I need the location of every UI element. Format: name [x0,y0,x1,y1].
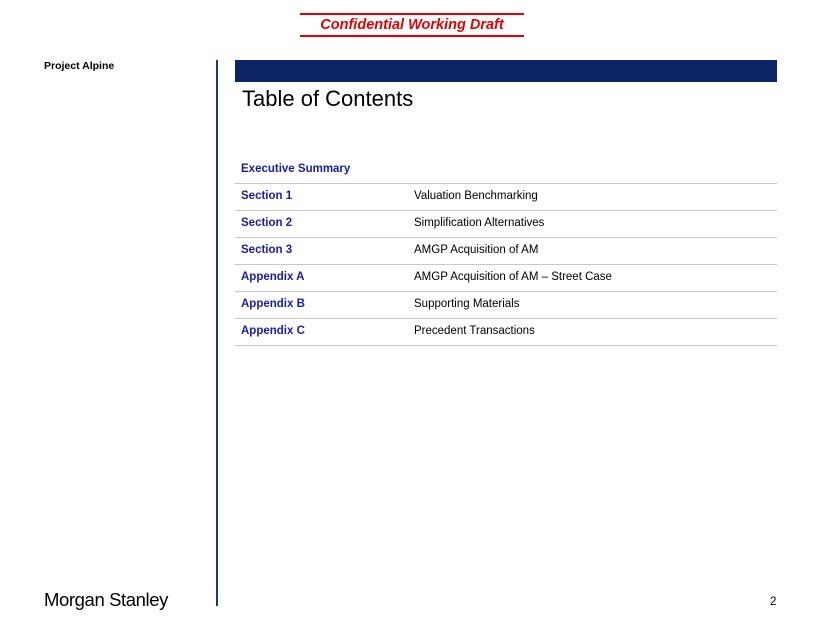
toc-row-section-3[interactable] [235,238,777,265]
page-title: Table of Contents [242,86,414,111]
vertical-divider [216,60,218,606]
toc-section-label[interactable]: Section 2 [241,217,293,229]
toc-section-description: Simplification Alternatives [414,217,545,229]
confidential-banner: Confidential Working Draft [300,13,524,37]
toc-section-label[interactable]: Appendix B [241,298,305,310]
toc-section-label[interactable]: Appendix C [241,325,305,337]
toc-section-label[interactable]: Appendix A [241,271,305,283]
toc-section-description: Precedent Transactions [414,325,535,337]
toc-row-section-2[interactable] [235,211,777,238]
toc-section-label[interactable]: Section 1 [241,190,293,202]
toc-row-appendix-a[interactable] [235,265,777,292]
title-bar [235,60,777,82]
table-of-contents [235,157,777,346]
toc-section-label[interactable]: Section 3 [241,244,293,256]
toc-row-section-1[interactable] [235,184,777,211]
project-name: Project Alpine [44,60,115,72]
toc-section-description: Valuation Benchmarking [414,190,538,202]
toc-section-label[interactable]: Executive Summary [241,163,351,175]
toc-row-executive-summary[interactable] [235,157,777,184]
toc-section-description: AMGP Acquisition of AM [414,244,539,256]
toc-section-description: Supporting Materials [414,298,520,310]
toc-row-appendix-b[interactable] [235,292,777,319]
toc-row-appendix-c[interactable] [235,319,777,346]
page-number: 2 [770,596,777,608]
morgan-stanley-logo: Morgan Stanley [44,589,168,610]
toc-section-description: AMGP Acquisition of AM – Street Case [414,271,612,283]
